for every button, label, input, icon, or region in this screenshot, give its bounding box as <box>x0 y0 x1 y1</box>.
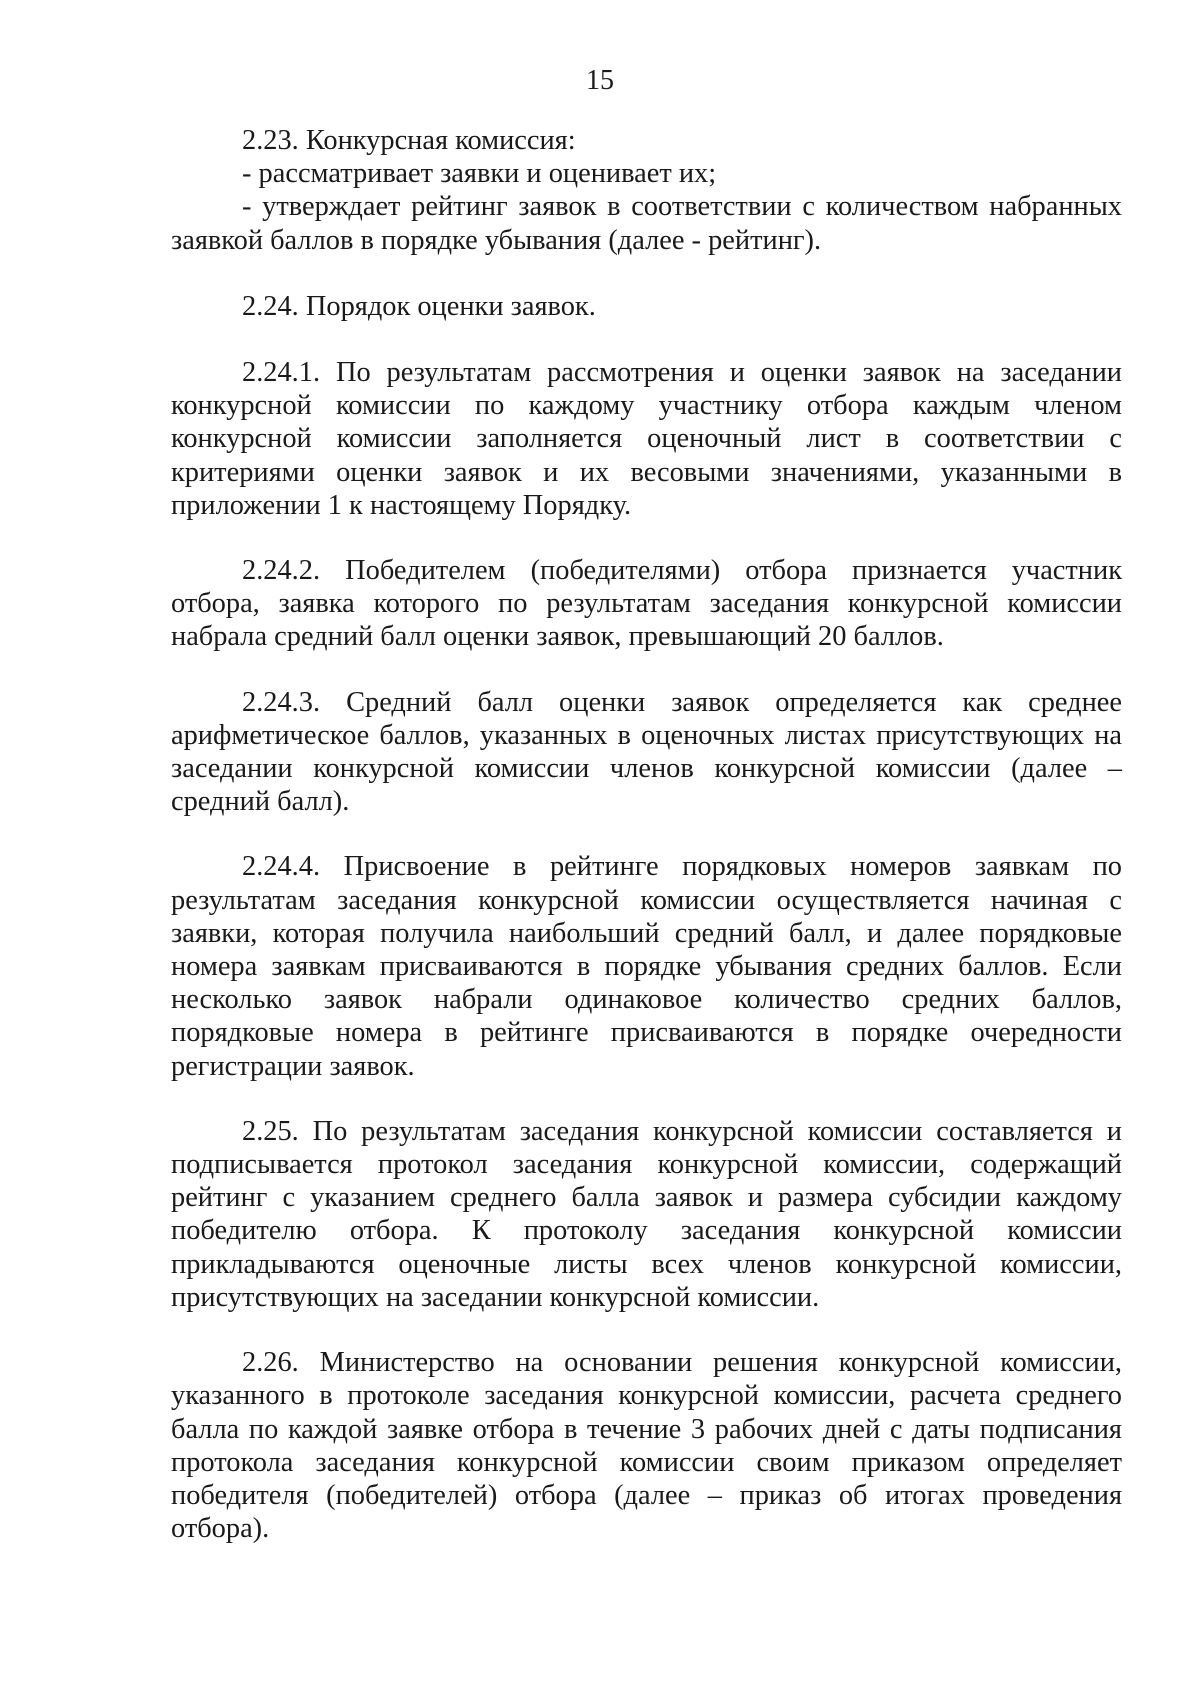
section-2-24-2 <box>171 554 1122 654</box>
section-2-24-heading: 2.24. Порядок оценки заявок. <box>242 290 596 322</box>
section-2-24-3-text: 2.24.3. Средний балл оценки заявок определяется как среднее арифметическое баллов, указанных в оценочных листах присутствующих на заседании конкурсной комиссии членов конкурсной комиссии (далее – средний балл). <box>171 686 1122 818</box>
section-2-24-4 <box>171 850 1122 1082</box>
section-2-24-4-text: 2.24.4. Присвоение в рейтинге порядковых номеров заявкам по результатам заседания конкурсной комиссии осуществляется начиная с заявки, которая получила наибольший средний балл, и далее порядковые номера заявкам присваиваются в порядке убывания средних баллов. Если несколько заявок набрали одинаковое количество средних баллов, порядковые номера в рейтинге присваиваются в порядке очередности регистрации заявок. <box>171 851 1122 1082</box>
section-2-25 <box>171 1115 1122 1314</box>
document-body <box>171 124 1122 1545</box>
section-2-23-item-1: - рассматривает заявки и оценивает их; <box>242 158 717 190</box>
section-2-26-text: 2.26. Министерство на основании решения конкурсной комиссии, указанного в протоколе заседания конкурсной комиссии, расчета среднего балла по каждой заявке отбора в течение 3 рабочих дней с даты подписания протокола заседания конкурсной комиссии своим приказом определяет победителя (победителей) отбора (далее – приказ об итогах проведения отбора). <box>171 1347 1122 1545</box>
section-2-26 <box>171 1346 1122 1545</box>
section-2-24-1 <box>171 356 1122 522</box>
section-2-23-title: 2.23. Конкурсная комиссия: <box>242 125 576 156</box>
section-2-23 <box>171 124 1122 257</box>
section-2-23-item-2: - утверждает рейтинг заявок в соответствии с количеством набранных заявкой баллов в порядке убывания (далее - рейтинг). <box>171 191 1122 256</box>
section-2-24 <box>171 290 1122 323</box>
page-number: 15 <box>586 65 614 96</box>
section-2-24-3 <box>171 686 1122 819</box>
section-2-25-text: 2.25. По результатам заседания конкурсной комиссии составляется и подписывается протокол заседания конкурсной комиссии, содержащий рейтинг с указанием среднего балла заявок и размера субсидии каждому победителю отбора. К протоколу заседания конкурсной комиссии прикладываются оценочные листы всех членов конкурсной комиссии, присутствующих на заседании конкурсной комиссии. <box>171 1115 1122 1313</box>
section-2-24-1-text: 2.24.1. По результатам рассмотрения и оценки заявок на заседании конкурсной комиссии по каждому участнику отбора каждым членом конкурсной комиссии заполняется оценочный лист в соответствии с критериями оценки заявок и их весовыми значениями, указанными в приложении 1 к настоящему Порядку. <box>171 357 1122 521</box>
section-2-24-2-text: 2.24.2. Победителем (победителями) отбора признается участник отбора, заявка которого по результатам заседания конкурсной комиссии набрала средний балл оценки заявок, превышающий 20 баллов. <box>171 555 1122 653</box>
